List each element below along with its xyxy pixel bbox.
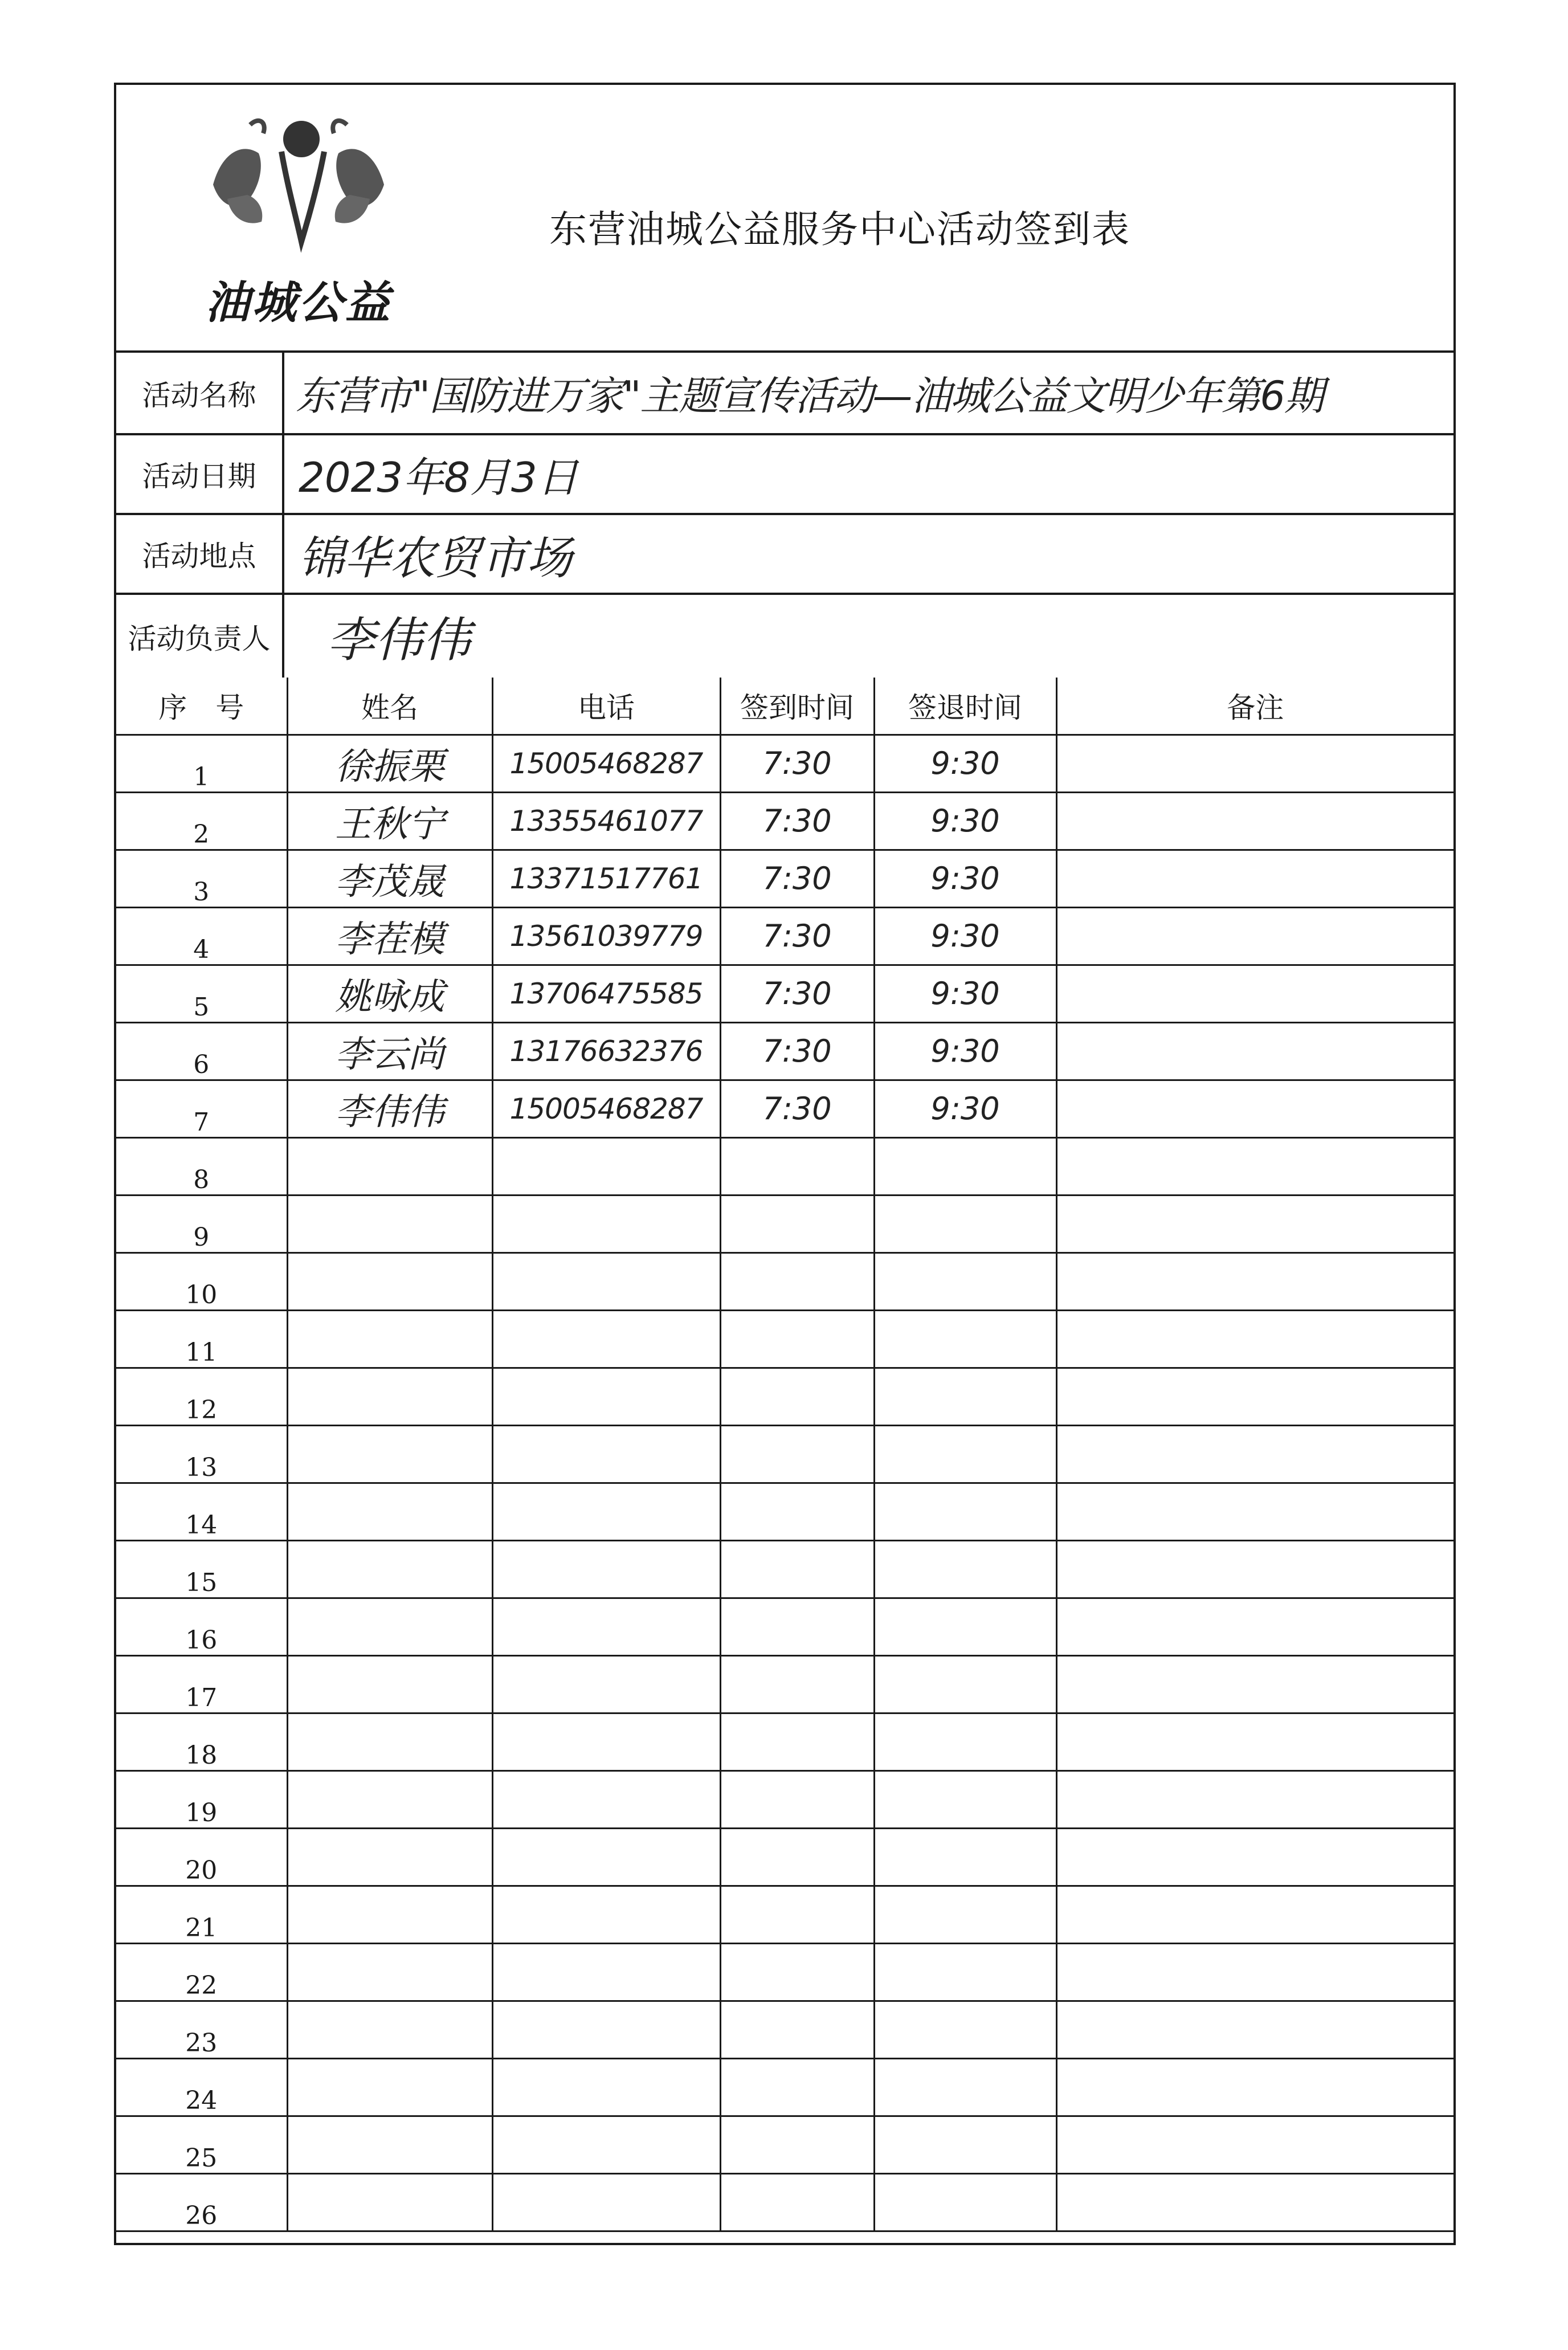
sign-in-time-cell [720, 1195, 874, 1252]
table-row [116, 1483, 1453, 1540]
participant-phone-cell [492, 1252, 720, 1310]
col-header-notes: 备注 [1056, 678, 1453, 735]
notes-cell [1056, 850, 1453, 907]
participant-name-cell [287, 1137, 492, 1195]
col-header-sign-in-time: 签到时间 [720, 678, 874, 735]
row-number-cell: 7 [116, 1080, 287, 1137]
sign-out-time-cell [874, 1886, 1056, 1943]
col-header-sign-out-time: 签退时间 [874, 678, 1056, 735]
table-row [116, 1425, 1453, 1483]
sign-out-time-cell [874, 1655, 1056, 1713]
table-header-row [116, 678, 1453, 735]
notes-cell [1056, 1598, 1453, 1655]
participant-name-cell [287, 2001, 492, 2058]
notes-cell [1056, 1828, 1453, 1886]
notes-cell [1056, 1540, 1453, 1598]
notes-cell [1056, 2173, 1453, 2231]
participant-name-cell [287, 1310, 492, 1368]
table-row [116, 2173, 1453, 2231]
participant-phone-cell [492, 1770, 720, 1828]
notes-cell [1056, 1195, 1453, 1252]
sign-out-time-cell: 9:30 [874, 735, 1056, 792]
participant-name-cell [287, 1540, 492, 1598]
participant-phone-cell [492, 1713, 720, 1770]
table-row [116, 1770, 1453, 1828]
participant-name-cell: 李伟伟 [287, 1080, 492, 1137]
participant-phone-cell [492, 1886, 720, 1943]
sign-in-time-cell [720, 1655, 874, 1713]
row-number-cell: 18 [116, 1713, 287, 1770]
participant-phone-cell: 13371517761 [492, 850, 720, 907]
participant-name-cell: 王秋宁 [287, 792, 492, 850]
sign-out-time-cell: 9:30 [874, 850, 1056, 907]
activity-place-value: 锦华农贸市场 [299, 531, 572, 585]
sign-in-time-cell [720, 1886, 874, 1943]
activity-leader-label: 活动负责人 [116, 595, 284, 678]
participant-name-cell [287, 1943, 492, 2001]
table-row [116, 1022, 1453, 1080]
logo-text: 油城公益 [205, 277, 392, 329]
participant-name-cell [287, 1828, 492, 1886]
sign-in-time-cell: 7:30 [720, 907, 874, 965]
row-number-cell: 19 [116, 1770, 287, 1828]
table-row [116, 1828, 1453, 1886]
table-row [116, 735, 1453, 792]
sign-in-time-cell: 7:30 [720, 1080, 874, 1137]
table-row [116, 2001, 1453, 2058]
participant-name-cell [287, 1425, 492, 1483]
participant-phone-cell [492, 2173, 720, 2231]
participant-name-cell [287, 1886, 492, 1943]
sign-in-time-cell: 7:30 [720, 735, 874, 792]
sign-out-time-cell [874, 1137, 1056, 1195]
sign-in-time-cell [720, 1483, 874, 1540]
participant-name-cell: 徐振栗 [287, 735, 492, 792]
sign-in-time-cell: 7:30 [720, 792, 874, 850]
sign-in-time-cell [720, 1713, 874, 1770]
info-row-activity-name [116, 353, 1453, 435]
row-number-cell: 6 [116, 1022, 287, 1080]
row-number-cell: 11 [116, 1310, 287, 1368]
row-number-cell: 16 [116, 1598, 287, 1655]
sign-in-sheet [114, 83, 1456, 2245]
sign-out-time-cell [874, 1252, 1056, 1310]
col-header-phone: 电话 [492, 678, 720, 735]
notes-cell [1056, 2001, 1453, 2058]
sign-out-time-cell [874, 2116, 1056, 2173]
sign-in-time-cell [720, 2001, 874, 2058]
row-number-cell: 14 [116, 1483, 287, 1540]
sign-in-time-cell [720, 1252, 874, 1310]
row-number-cell: 12 [116, 1368, 287, 1425]
info-row-activity-place [116, 515, 1453, 595]
row-number-cell: 8 [116, 1137, 287, 1195]
notes-cell [1056, 1713, 1453, 1770]
participant-phone-cell [492, 2001, 720, 2058]
notes-cell [1056, 965, 1453, 1022]
row-number-cell: 15 [116, 1540, 287, 1598]
sheet-header [116, 85, 1453, 353]
participant-phone-cell [492, 1943, 720, 2001]
participant-phone-cell: 13706475585 [492, 965, 720, 1022]
notes-cell [1056, 1886, 1453, 1943]
sign-out-time-cell: 9:30 [874, 792, 1056, 850]
notes-cell [1056, 1425, 1453, 1483]
table-row [116, 1943, 1453, 2001]
sign-out-time-cell [874, 1713, 1056, 1770]
info-row-activity-leader [116, 595, 1453, 678]
row-number-cell: 10 [116, 1252, 287, 1310]
table-row [116, 1137, 1453, 1195]
row-number-cell: 23 [116, 2001, 287, 2058]
participant-phone-cell: 13176632376 [492, 1022, 720, 1080]
row-number-cell: 1 [116, 735, 287, 792]
table-row [116, 1252, 1453, 1310]
row-number-cell: 3 [116, 850, 287, 907]
participant-phone-cell [492, 2116, 720, 2173]
table-row [116, 965, 1453, 1022]
participant-name-cell [287, 1252, 492, 1310]
participant-name-cell: 李茂晟 [287, 850, 492, 907]
participant-name-cell [287, 2116, 492, 2173]
participant-name-cell [287, 1195, 492, 1252]
notes-cell [1056, 907, 1453, 965]
activity-date-label: 活动日期 [116, 435, 284, 513]
table-row [116, 1368, 1453, 1425]
page-title: 东营油城公益服务中心活动签到表 [549, 207, 1130, 251]
table-row [116, 1713, 1453, 1770]
participant-phone-cell [492, 1540, 720, 1598]
table-row [116, 907, 1453, 965]
notes-cell [1056, 1483, 1453, 1540]
row-number-cell: 25 [116, 2116, 287, 2173]
table-row [116, 1540, 1453, 1598]
activity-place-label: 活动地点 [116, 515, 284, 593]
table-row [116, 1080, 1453, 1137]
row-number-cell: 21 [116, 1886, 287, 1943]
table-row [116, 1886, 1453, 1943]
notes-cell [1056, 1655, 1453, 1713]
sign-in-time-cell [720, 1828, 874, 1886]
notes-cell [1056, 1137, 1453, 1195]
sign-out-time-cell [874, 1425, 1056, 1483]
sign-in-time-cell [720, 2058, 874, 2116]
col-header-name: 姓名 [287, 678, 492, 735]
table-row [116, 792, 1453, 850]
row-number-cell: 22 [116, 1943, 287, 2001]
sign-out-time-cell [874, 1540, 1056, 1598]
logo-emblem-icon [196, 99, 401, 270]
table-row [116, 2058, 1453, 2116]
row-number-cell: 2 [116, 792, 287, 850]
row-number-cell: 24 [116, 2058, 287, 2116]
participant-name-cell: 李茬模 [287, 907, 492, 965]
sign-in-time-cell [720, 1137, 874, 1195]
activity-name-label: 活动名称 [116, 353, 284, 433]
sign-out-time-cell [874, 1943, 1056, 2001]
sign-in-time-cell: 7:30 [720, 965, 874, 1022]
participant-phone-cell [492, 1483, 720, 1540]
sign-in-time-cell [720, 1310, 874, 1368]
participant-phone-cell [492, 1598, 720, 1655]
participant-name-cell: 李云尚 [287, 1022, 492, 1080]
table-row [116, 1655, 1453, 1713]
sign-in-table [116, 678, 1453, 2232]
sign-out-time-cell [874, 1770, 1056, 1828]
sign-out-time-cell [874, 1483, 1056, 1540]
notes-cell [1056, 1022, 1453, 1080]
participant-name-cell [287, 1770, 492, 1828]
sign-in-time-cell [720, 1943, 874, 2001]
participant-phone-cell [492, 1137, 720, 1195]
participant-phone-cell [492, 1828, 720, 1886]
participant-phone-cell [492, 1368, 720, 1425]
row-number-cell: 4 [116, 907, 287, 965]
activity-leader-value: 李伟伟 [327, 612, 471, 668]
sign-in-time-cell [720, 2173, 874, 2231]
notes-cell [1056, 1368, 1453, 1425]
logo [196, 99, 401, 344]
sign-in-time-cell [720, 1368, 874, 1425]
sign-out-time-cell [874, 2058, 1056, 2116]
participant-phone-cell [492, 1310, 720, 1368]
participant-phone-cell: 13561039779 [492, 907, 720, 965]
participant-name-cell [287, 1368, 492, 1425]
participant-phone-cell: 13355461077 [492, 792, 720, 850]
sign-out-time-cell: 9:30 [874, 1080, 1056, 1137]
sign-in-time-cell [720, 1770, 874, 1828]
table-row [116, 2116, 1453, 2173]
notes-cell [1056, 1943, 1453, 2001]
notes-cell [1056, 1080, 1453, 1137]
notes-cell [1056, 1310, 1453, 1368]
sign-in-time-cell [720, 1540, 874, 1598]
participant-name-cell [287, 1713, 492, 1770]
participant-phone-cell: 15005468287 [492, 1080, 720, 1137]
participant-name-cell [287, 2173, 492, 2231]
participant-phone-cell [492, 2058, 720, 2116]
sign-in-time-cell: 7:30 [720, 850, 874, 907]
participant-name-cell [287, 1598, 492, 1655]
participant-phone-cell [492, 1655, 720, 1713]
notes-cell [1056, 1770, 1453, 1828]
sign-out-time-cell [874, 2001, 1056, 2058]
notes-cell [1056, 2058, 1453, 2116]
activity-name-value: 东营市"国防进万家"主题宣传活动—油城公益文明少年第6期 [296, 373, 1323, 419]
table-row [116, 1195, 1453, 1252]
table-row [116, 1598, 1453, 1655]
notes-cell [1056, 792, 1453, 850]
sign-out-time-cell: 9:30 [874, 965, 1056, 1022]
notes-cell [1056, 735, 1453, 792]
info-row-activity-date [116, 435, 1453, 515]
sign-out-time-cell: 9:30 [874, 1022, 1056, 1080]
sign-out-time-cell: 9:30 [874, 907, 1056, 965]
notes-cell [1056, 1252, 1453, 1310]
sign-out-time-cell [874, 1195, 1056, 1252]
participant-name-cell [287, 1655, 492, 1713]
row-number-cell: 17 [116, 1655, 287, 1713]
participant-name-cell: 姚咏成 [287, 965, 492, 1022]
sign-in-time-cell [720, 1598, 874, 1655]
row-number-cell: 9 [116, 1195, 287, 1252]
row-number-cell: 5 [116, 965, 287, 1022]
table-row [116, 850, 1453, 907]
col-header-number: 序 号 [116, 678, 287, 735]
participant-name-cell [287, 2058, 492, 2116]
sign-in-time-cell: 7:30 [720, 1022, 874, 1080]
sign-out-time-cell [874, 1598, 1056, 1655]
sign-out-time-cell [874, 2173, 1056, 2231]
notes-cell [1056, 2116, 1453, 2173]
sign-out-time-cell [874, 1368, 1056, 1425]
row-number-cell: 13 [116, 1425, 287, 1483]
sign-in-time-cell [720, 1425, 874, 1483]
sign-in-time-cell [720, 2116, 874, 2173]
sign-out-time-cell [874, 1310, 1056, 1368]
participant-name-cell [287, 1483, 492, 1540]
activity-date-value: 2023年8月3日 [299, 454, 578, 501]
row-number-cell: 26 [116, 2173, 287, 2231]
participant-phone-cell: 15005468287 [492, 735, 720, 792]
participant-phone-cell [492, 1425, 720, 1483]
sign-out-time-cell [874, 1828, 1056, 1886]
participant-phone-cell [492, 1195, 720, 1252]
table-row [116, 1310, 1453, 1368]
row-number-cell: 20 [116, 1828, 287, 1886]
